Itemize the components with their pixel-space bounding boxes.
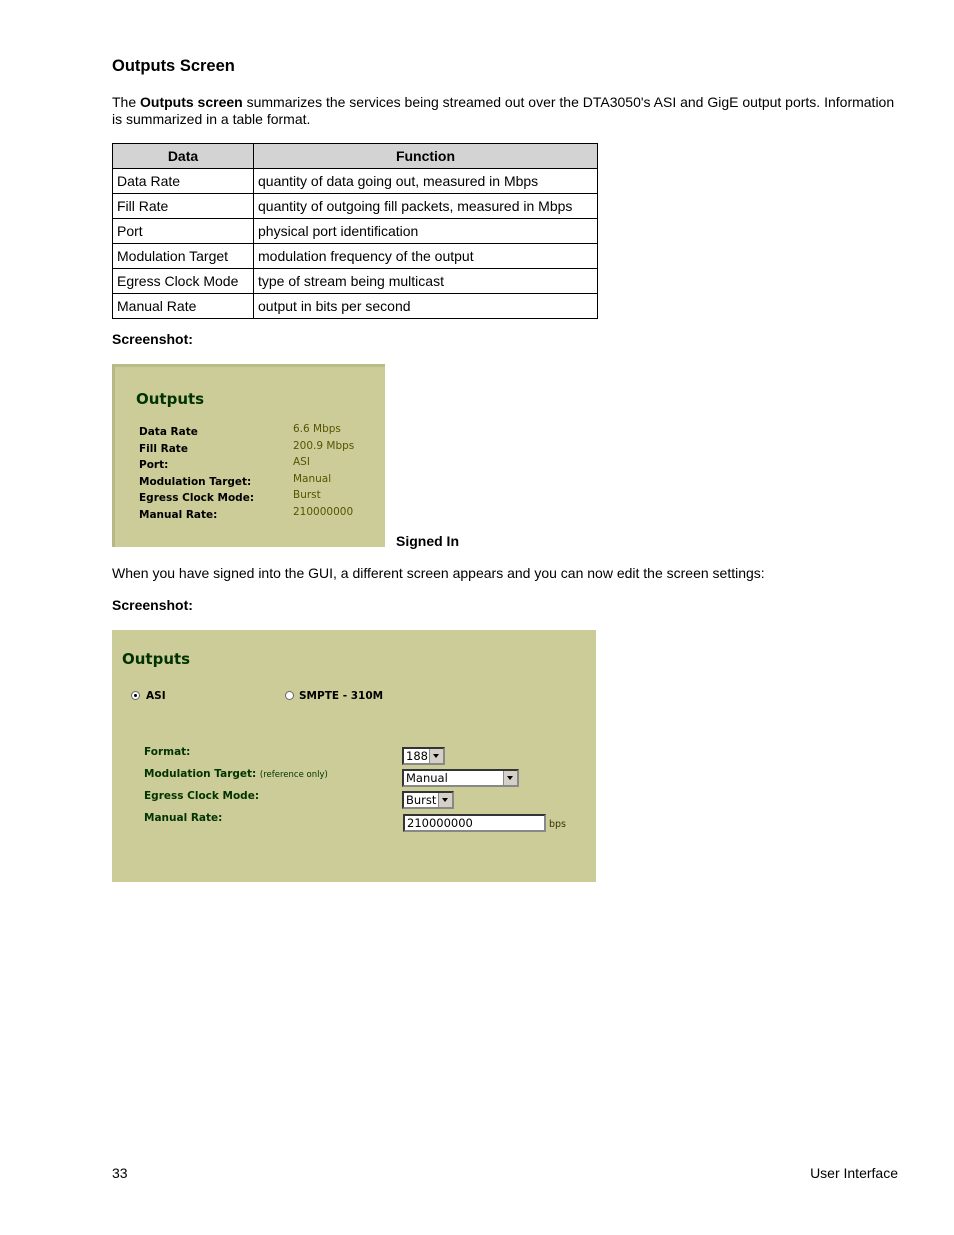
chevron-down-icon <box>438 793 452 807</box>
modulation-value: Manual <box>406 771 448 785</box>
manual-rate-input[interactable]: 210000000 <box>403 814 546 832</box>
outputs-editable-screenshot <box>112 630 596 882</box>
modulation-label <box>144 768 328 780</box>
table-cell: type of stream being multicast <box>254 269 598 294</box>
shot1-value-modulation: Manual <box>293 473 332 485</box>
table-cell: Manual Rate <box>113 294 254 319</box>
signed-in-heading: Signed In <box>396 533 459 549</box>
format-select[interactable] <box>402 747 445 765</box>
chevron-down-icon <box>503 771 517 785</box>
modulation-select[interactable] <box>402 769 519 787</box>
table-cell: modulation frequency of the output <box>254 244 598 269</box>
section-title: Outputs Screen <box>112 57 235 75</box>
modulation-label-text: Modulation Target: <box>144 768 257 780</box>
table-header-row <box>113 144 598 169</box>
smpte-radio-label: SMPTE - 310M <box>299 690 384 702</box>
format-value: 188 <box>406 749 428 763</box>
shot1-value-egress: Burst <box>293 489 321 501</box>
egress-select[interactable] <box>402 791 454 809</box>
table-row <box>113 244 598 269</box>
shot1-value-port: ASI <box>293 456 310 468</box>
screenshot-label: Screenshot: <box>112 331 193 347</box>
screenshot-label: Screenshot: <box>112 597 193 613</box>
manual-rate-label: Manual Rate: <box>144 812 223 824</box>
signed-in-paragraph: When you have signed into the GUI, a different screen appears and you can now edit the screen settings: <box>112 565 765 581</box>
shot2-title: Outputs <box>122 650 191 668</box>
table-row <box>113 194 598 219</box>
shot1-value-fill-rate: 200.9 Mbps <box>293 440 355 452</box>
shot1-label-data-rate: Data Rate <box>139 426 198 438</box>
table-cell: physical port identification <box>254 219 598 244</box>
format-label: Format: <box>144 746 191 758</box>
shot1-label-manual-rate: Manual Rate: <box>139 509 218 521</box>
table-row <box>113 294 598 319</box>
egress-label: Egress Clock Mode: <box>144 790 260 802</box>
smpte-radio[interactable] <box>285 691 294 700</box>
header-function: Function <box>254 144 598 169</box>
shot1-title: Outputs <box>136 390 205 408</box>
intro-prefix: The <box>112 94 141 110</box>
shot1-value-data-rate: 6.6 Mbps <box>293 423 341 435</box>
egress-value: Burst <box>406 793 437 807</box>
header-data: Data <box>113 144 254 169</box>
table-row <box>113 169 598 194</box>
table-cell: Egress Clock Mode <box>113 269 254 294</box>
table-cell: Fill Rate <box>113 194 254 219</box>
footer-section: User Interface <box>810 1165 898 1181</box>
shot1-value-manual-rate: 210000000 <box>293 506 354 518</box>
asi-radio[interactable] <box>131 691 140 700</box>
shot1-label-egress: Egress Clock Mode: <box>139 492 255 504</box>
table-cell: output in bits per second <box>254 294 598 319</box>
modulation-note: (reference only) <box>259 770 328 780</box>
chevron-down-icon <box>429 749 443 763</box>
intro-suffix: summarizes the services being streamed out over the DTA3050's ASI and GigE output ports. Information is summarized in a table format. <box>112 94 895 127</box>
table-row <box>113 269 598 294</box>
shot1-label-fill-rate: Fill Rate <box>139 443 188 455</box>
intro-paragraph <box>112 94 902 128</box>
table-row <box>113 219 598 244</box>
table-cell: quantity of outgoing fill packets, measured in Mbps <box>254 194 598 219</box>
fields-table <box>112 143 598 319</box>
shot1-label-port: Port: <box>139 459 169 471</box>
table-cell: Data Rate <box>113 169 254 194</box>
asi-radio-label: ASI <box>146 690 166 702</box>
table-cell: quantity of data going out, measured in Mbps <box>254 169 598 194</box>
outputs-readonly-screenshot <box>112 364 385 547</box>
intro-bold: Outputs screen <box>140 94 243 110</box>
shot1-label-modulation: Modulation Target: <box>139 476 252 488</box>
table-cell: Modulation Target <box>113 244 254 269</box>
manual-rate-unit: bps <box>549 819 567 830</box>
table-cell: Port <box>113 219 254 244</box>
page-number: 33 <box>112 1165 128 1181</box>
